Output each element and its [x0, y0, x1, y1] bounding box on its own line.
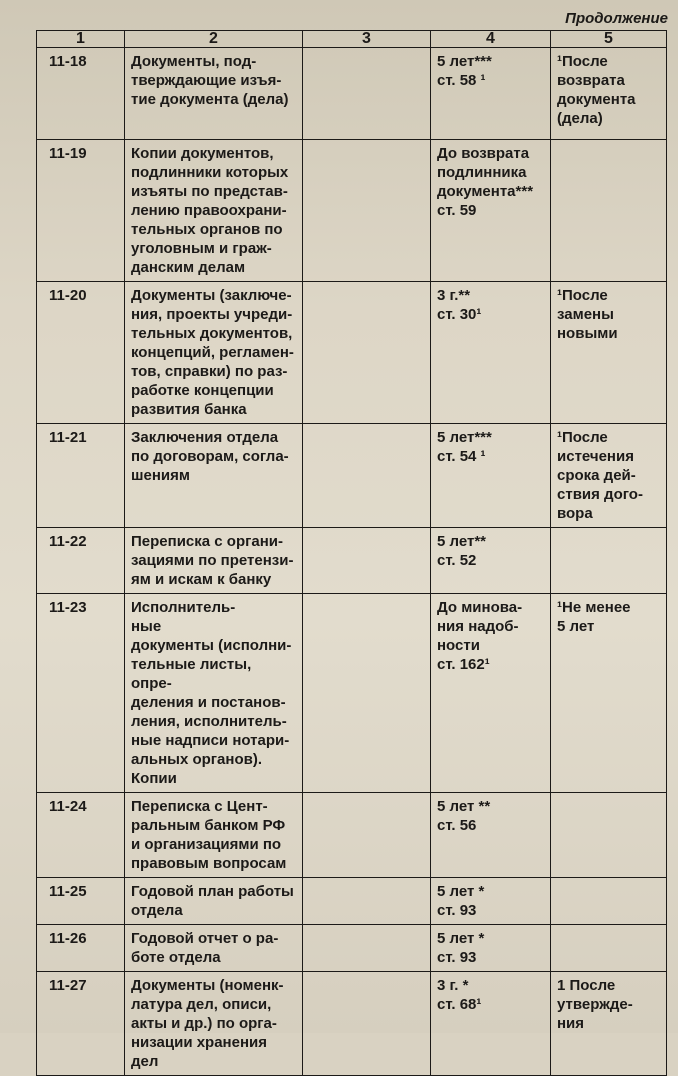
retention-term: До возврата подлинника документа*** ст. 59: [431, 140, 551, 282]
document-description: Документы (номенк- латура дел, описи, акты и др.) по орга- низации хранения дел: [125, 972, 303, 1076]
column-header-2: 2: [125, 31, 303, 48]
document-description: Переписка с органи- зациями по претензи- ям и искам к банку: [125, 528, 303, 594]
note-cell: 1 После утвержде- ния: [551, 972, 667, 1076]
note-cell: ¹После замены новыми: [551, 282, 667, 424]
note-cell: ¹После истечения срока дей- ствия дого- вора: [551, 424, 667, 528]
row-number: 11-23: [37, 594, 125, 793]
retention-term: 5 лет ** ст. 56: [431, 793, 551, 878]
document-description: Переписка с Цент- ральным банком РФ и организациями по правовым вопросам: [125, 793, 303, 878]
note-cell: [551, 878, 667, 925]
table-row: [37, 793, 667, 878]
retention-term: 5 лет * ст. 93: [431, 925, 551, 972]
table-row: [37, 878, 667, 925]
document-description: Годовой отчет о ра- боте отдела: [125, 925, 303, 972]
column-3-cell: [303, 528, 431, 594]
retention-term: 3 г.** ст. 30¹: [431, 282, 551, 424]
table-row: [37, 282, 667, 424]
note-cell: [551, 140, 667, 282]
table-row: [37, 972, 667, 1076]
column-3-cell: [303, 878, 431, 925]
column-header-4: 4: [431, 31, 551, 48]
table-row: [37, 528, 667, 594]
column-3-cell: [303, 793, 431, 878]
note-cell: [551, 793, 667, 878]
retention-term: 5 лет*** ст. 58 ¹: [431, 48, 551, 140]
column-3-cell: [303, 140, 431, 282]
row-number: 11-25: [37, 878, 125, 925]
retention-term: До минова- ния надоб- ности ст. 162¹: [431, 594, 551, 793]
header-row: [37, 31, 667, 48]
document-description: Заключения отдела по договорам, согла- шениям: [125, 424, 303, 528]
table-row: [37, 594, 667, 793]
retention-term: 5 лет** ст. 52: [431, 528, 551, 594]
document-description: Копии документов, подлинники которых изъяты по представ- лению правоохрани- тельных органов по уголовным и граж- данским делам: [125, 140, 303, 282]
note-cell: ¹После возврата документа (дела): [551, 48, 667, 140]
column-3-cell: [303, 594, 431, 793]
column-3-cell: [303, 424, 431, 528]
column-3-cell: [303, 972, 431, 1076]
document-description: Исполнитель- ные документы (исполни- тельные листы, опре- деления и постанов- ления, исполнитель- ные надписи нотари- альных органов). Копии: [125, 594, 303, 793]
row-number: 11-27: [37, 972, 125, 1076]
document-description: Документы, под- тверждающие изъя- тие документа (дела): [125, 48, 303, 140]
row-number: 11-26: [37, 925, 125, 972]
row-number: 11-18: [37, 48, 125, 140]
document-description: Годовой план работы отдела: [125, 878, 303, 925]
table-row: [37, 925, 667, 972]
retention-term: 5 лет*** ст. 54 ¹: [431, 424, 551, 528]
note-cell: ¹Не менее 5 лет: [551, 594, 667, 793]
row-number: 11-19: [37, 140, 125, 282]
note-cell: [551, 528, 667, 594]
row-number: 11-20: [37, 282, 125, 424]
column-3-cell: [303, 925, 431, 972]
column-header-5: 5: [551, 31, 667, 48]
continuation-label: Продолжение: [565, 10, 668, 27]
row-number: 11-24: [37, 793, 125, 878]
document-description: Документы (заключе- ния, проекты учреди- тельных документов, концепций, регламен- тов, справки) по раз- работке концепции развития банка: [125, 282, 303, 424]
retention-term: 3 г. * ст. 68¹: [431, 972, 551, 1076]
row-number: 11-21: [37, 424, 125, 528]
column-3-cell: [303, 48, 431, 140]
table-row: [37, 48, 667, 140]
row-number: 11-22: [37, 528, 125, 594]
column-header-1: 1: [37, 31, 125, 48]
column-3-cell: [303, 282, 431, 424]
retention-term: 5 лет * ст. 93: [431, 878, 551, 925]
column-header-3: 3: [303, 31, 431, 48]
note-cell: [551, 925, 667, 972]
records-table: [36, 30, 667, 1076]
table-row: [37, 424, 667, 528]
table-row: [37, 140, 667, 282]
